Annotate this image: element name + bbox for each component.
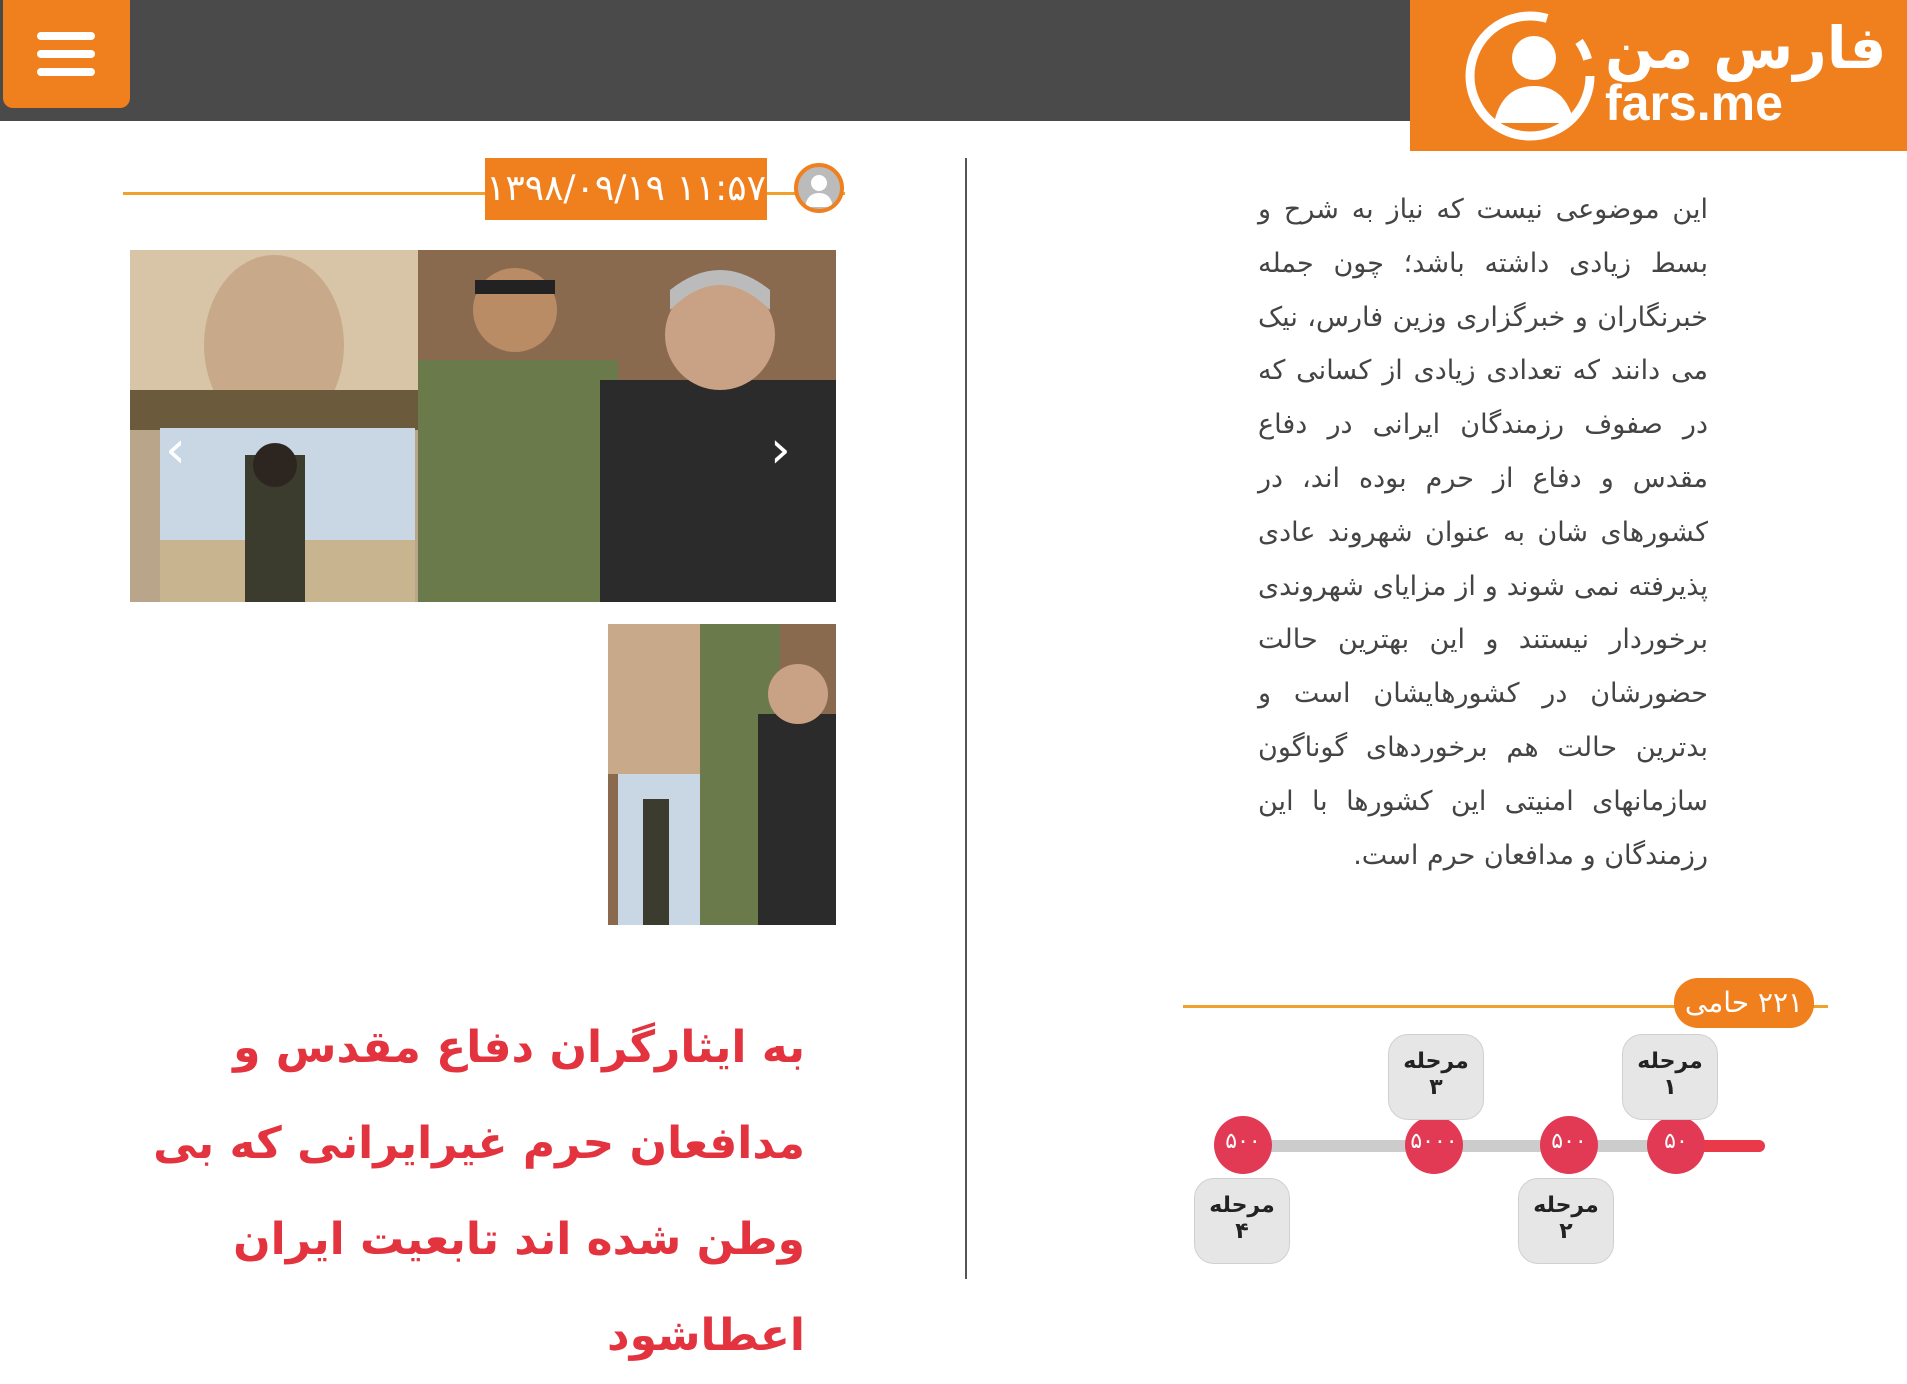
supporters-count-badge: ۲۲۱ حامی [1674, 978, 1814, 1028]
slider-photo [130, 250, 836, 602]
logo-user-icon [1462, 8, 1602, 143]
stage-label: مرحله [1209, 1193, 1275, 1218]
stage-2-bubble[interactable] [1518, 1178, 1614, 1264]
goal-marker-2: ۵۰۰ [1540, 1116, 1598, 1174]
goal-marker-3: ۵۰۰۰ [1405, 1116, 1463, 1174]
menu-button[interactable] [3, 0, 130, 108]
stage-4-bubble[interactable] [1194, 1178, 1290, 1264]
goal-marker-4: ۵۰۰ [1214, 1116, 1272, 1174]
stage-number: ۱ [1663, 1075, 1677, 1100]
slider-prev-button[interactable]: ‹ [165, 420, 186, 480]
stage-label: مرحله [1637, 1049, 1703, 1074]
post-datetime: ۱۳۹۸/۰۹/۱۹ ۱۱:۵۷ [485, 158, 767, 220]
author-avatar-icon[interactable] [794, 163, 844, 213]
site-logo[interactable] [1410, 0, 1907, 151]
logo-text-fa: فارس من [1605, 14, 1887, 82]
stage-label: مرحله [1403, 1049, 1469, 1074]
article-body: این موضوعی نیست که نیاز به شرح و بسط زیادی داشته باشد؛ چون جمله خبرنگاران و خبرگزاری وزین فارس، نیک می دانند که تعدادی زیادی از کسانی که در صفوف رزمندگان ایرانی در دفاع مقدس و دفاع از حرم بوده اند، در کشورهای شان به عنوان شهروند عادی پذیرفته نمی شوند و از مزایای شهروندی برخوردار نیستند و این بهترین حالت حضورشان در کشورهایشان است و بدترین حالت هم برخوردهای گوناگون سازمانهای امنیتی این کشورها با این رزمندگان و مدافعان حرم است. [1258, 194, 1708, 871]
slider-thumbnail[interactable] [608, 624, 836, 925]
stage-1-bubble[interactable] [1622, 1034, 1718, 1120]
image-slider[interactable] [130, 250, 836, 602]
stage-label: مرحله [1533, 1193, 1599, 1218]
stage-number: ۳ [1429, 1075, 1443, 1100]
goal-marker-1: ۵۰ [1647, 1116, 1705, 1174]
slider-next-button[interactable]: › [770, 420, 791, 480]
logo-text-en: fars.me [1605, 75, 1783, 131]
column-divider [965, 158, 967, 1279]
stage-number: ۴ [1235, 1219, 1249, 1244]
hamburger-icon [37, 32, 95, 40]
stage-3-bubble[interactable] [1388, 1034, 1484, 1120]
post-headline: به ایثارگران دفاع مقدس و مدافعان حرم غیرایرانی که بی وطن شده اند تابعیت ایران اعطاشود [153, 1022, 805, 1361]
stage-number: ۲ [1559, 1219, 1573, 1244]
